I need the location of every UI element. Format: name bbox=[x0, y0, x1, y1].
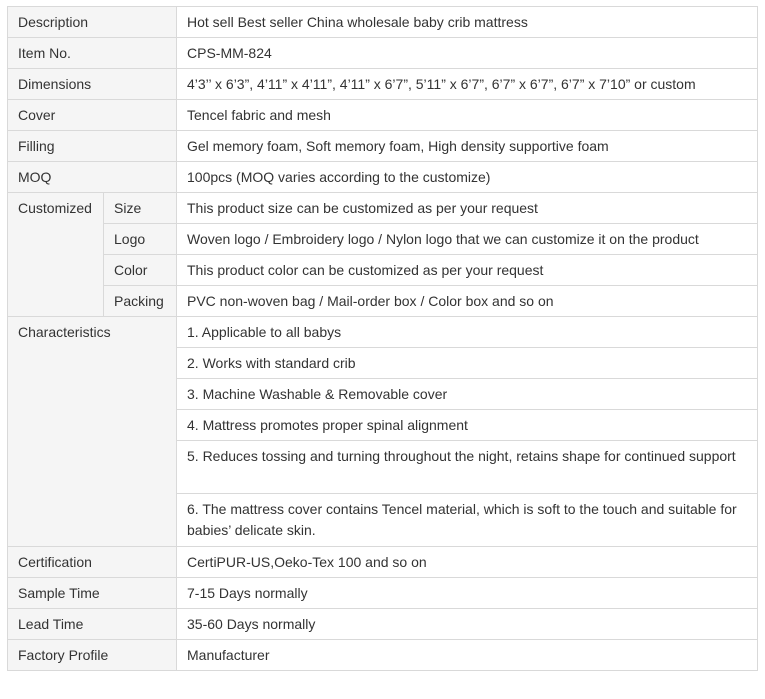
row-value-description: Hot sell Best seller China wholesale baby crib mattress bbox=[177, 7, 758, 38]
table-row bbox=[8, 100, 758, 131]
row-label-cover: Cover bbox=[8, 100, 177, 131]
row-value-dimensions: 4’3’’ x 6’3”, 4’11” x 4’11”, 4’11” x 6’7”, 5’11” x 6’7”, 6’7” x 6’7”, 6’7” x 7’10” or custom bbox=[177, 69, 758, 100]
row-value-sample-time: 7-15 Days normally bbox=[177, 578, 758, 609]
table-row bbox=[8, 547, 758, 578]
row-value-packing: PVC non-woven bag / Mail-order box / Color box and so on bbox=[177, 286, 758, 317]
row-value-size: This product size can be customized as per your request bbox=[177, 193, 758, 224]
table-row bbox=[8, 38, 758, 69]
table-row bbox=[8, 193, 758, 224]
row-label-certification: Certification bbox=[8, 547, 177, 578]
row-label-item-no: Item No. bbox=[8, 38, 177, 69]
table-row bbox=[8, 131, 758, 162]
sub-label-logo: Logo bbox=[104, 224, 177, 255]
row-label-factory-profile: Factory Profile bbox=[8, 640, 177, 671]
table-row bbox=[8, 317, 758, 348]
characteristic-item: 4. Mattress promotes proper spinal alignment bbox=[177, 410, 758, 441]
table-row bbox=[8, 640, 758, 671]
characteristic-item: 1. Applicable to all babys bbox=[177, 317, 758, 348]
sub-label-packing: Packing bbox=[104, 286, 177, 317]
characteristic-item: 2. Works with standard crib bbox=[177, 348, 758, 379]
row-label-lead-time: Lead Time bbox=[8, 609, 177, 640]
product-spec-table bbox=[7, 6, 758, 671]
table-row bbox=[8, 286, 758, 317]
row-label-moq: MOQ bbox=[8, 162, 177, 193]
row-value-logo: Woven logo / Embroidery logo / Nylon logo that we can customize it on the product bbox=[177, 224, 758, 255]
row-value-cover: Tencel fabric and mesh bbox=[177, 100, 758, 131]
sub-label-color: Color bbox=[104, 255, 177, 286]
row-value-lead-time: 35-60 Days normally bbox=[177, 609, 758, 640]
table-row bbox=[8, 255, 758, 286]
row-value-certification: CertiPUR-US,Oeko-Tex 100 and so on bbox=[177, 547, 758, 578]
row-label-filling: Filling bbox=[8, 131, 177, 162]
table-row bbox=[8, 7, 758, 38]
row-value-factory-profile: Manufacturer bbox=[177, 640, 758, 671]
table-row bbox=[8, 69, 758, 100]
row-label-dimensions: Dimensions bbox=[8, 69, 177, 100]
table-row bbox=[8, 609, 758, 640]
table-row bbox=[8, 578, 758, 609]
sub-label-size: Size bbox=[104, 193, 177, 224]
row-label-description: Description bbox=[8, 7, 177, 38]
row-value-filling: Gel memory foam, Soft memory foam, High density supportive foam bbox=[177, 131, 758, 162]
table-row bbox=[8, 224, 758, 255]
row-label-characteristics: Characteristics bbox=[8, 317, 177, 547]
row-value-moq: 100pcs (MOQ varies according to the customize) bbox=[177, 162, 758, 193]
characteristic-item: 5. Reduces tossing and turning throughout the night, retains shape for continued support bbox=[177, 441, 758, 494]
characteristic-item: 6. The mattress cover contains Tencel material, which is soft to the touch and suitable for babies’ delicate skin. bbox=[177, 494, 758, 547]
row-label-customized: Customized bbox=[8, 193, 104, 317]
row-value-item-no: CPS-MM-824 bbox=[177, 38, 758, 69]
row-value-color: This product color can be customized as per your request bbox=[177, 255, 758, 286]
row-label-sample-time: Sample Time bbox=[8, 578, 177, 609]
characteristic-item: 3. Machine Washable & Removable cover bbox=[177, 379, 758, 410]
table-row bbox=[8, 162, 758, 193]
